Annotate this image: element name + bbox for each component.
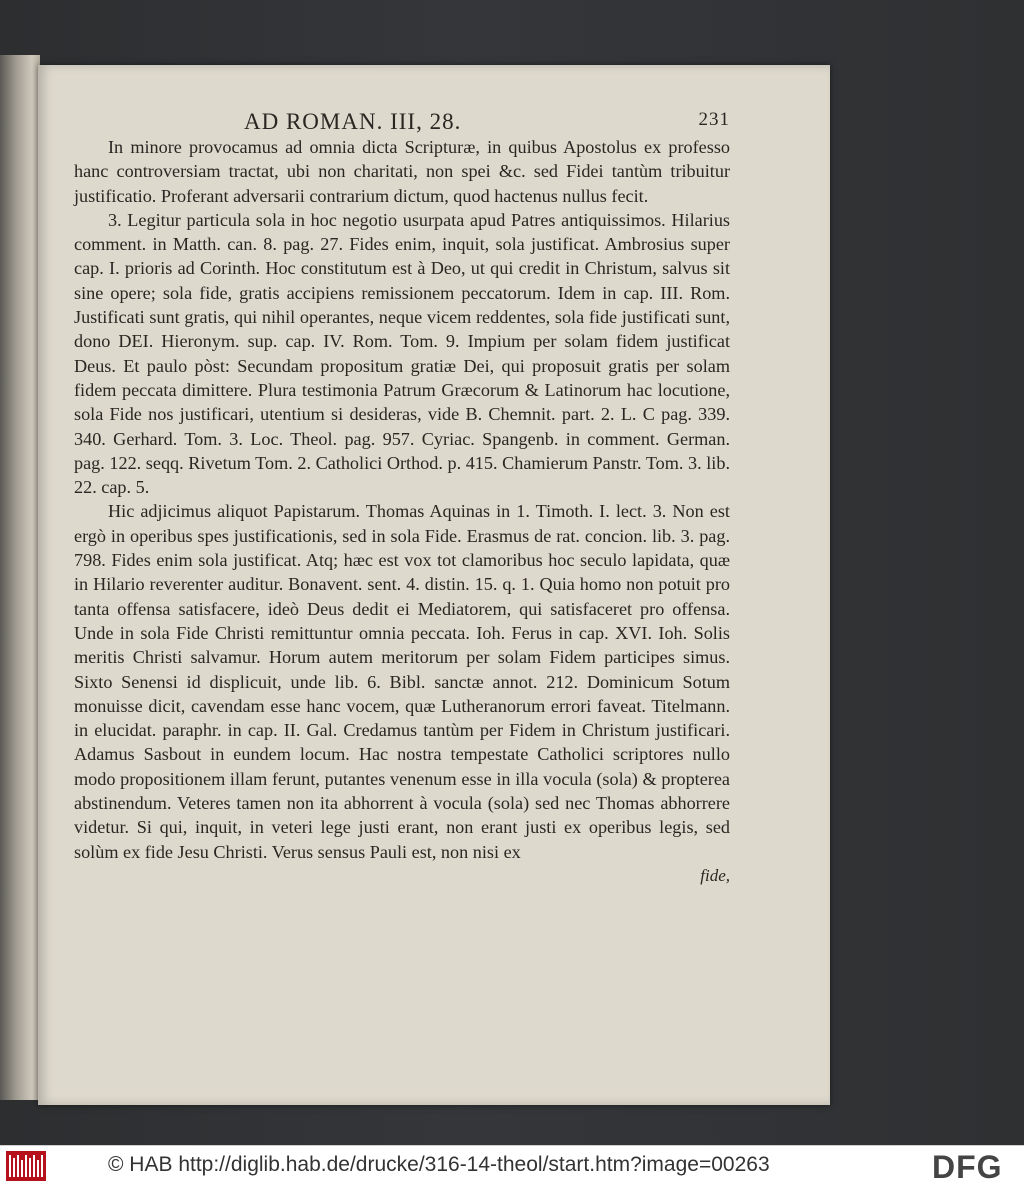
footer-bar	[0, 1145, 1024, 1186]
paragraph-1: In minore provocamus ad omnia dicta Scripturæ, in quibus Apostolus ex professo hanc controversiam tractat, ubi non charitati, non spei &c. sed Fidei tantùm tribuitur justificatio. Proferant adversarii contrarium dictum, quod hactenus nullus fecit.	[74, 137, 730, 206]
source-url[interactable]: © HAB http://diglib.hab.de/drucke/316-14-theol/start.htm?image=00263	[108, 1153, 770, 1176]
previous-page-edge	[0, 55, 40, 1100]
page-number: 231	[698, 109, 730, 130]
hab-logo[interactable]	[6, 1151, 46, 1181]
page-text-block	[74, 105, 730, 886]
dfg-logo[interactable]	[930, 1150, 1018, 1182]
paragraph-2: 3. Legitur particula sola in hoc negotio usurpata apud Patres antiquissimos. Hilarius comment. in Matth. can. 8. pag. 27. Fides enim, inquit, sola justificat. Ambrosius super cap. I. prioris ad Corinth. Hoc constitutum est à Deo, ut qui credit in Christum, salvus sit sine opere; sola fide, gratis accipiens remissionem peccatorum. Idem in cap. III. Rom. Justificati sunt gratis, qui nihil operantes, neque vicem reddentes, sola fide justificati sunt, dono DEI. Hieronym. sup. cap. IV. Rom. Tom. 9. Impium per solam fidem justificat Deus. Et paulo pòst: Secundam propositum gratiæ Dei, qui proposuit gratis per solam fidem peccata dimittere. Plura testimonia Patrum Græcorum & Latinorum hac locutione, sola Fide nos justificari, utentium si desideras, vide B. Chemnit. part. 2. L. C pag. 339. 340. Gerhard. Tom. 3. Loc. Theol. pag. 957. Cyriac. Spangenb. in comment. German. pag. 122. seqq. Rivetum Tom. 2. Catholici Orthod. p. 415. Chamierum Panstr. Tom. 3. lib. 22. cap. 5.	[74, 209, 730, 498]
catchword: fide,	[700, 865, 730, 885]
scanned-page	[38, 65, 830, 1105]
running-title: AD ROMAN. III, 28.	[244, 109, 462, 134]
paragraph-3: Hic adjicimus aliquot Papistarum. Thomas Aquinas in 1. Timoth. I. lect. 3. Non est ergò in operibus spes justificationis, sed in sola Fide. Erasmus de rat. concion. lib. 3. pag. 798. Fides enim sola justificat. Atq; hæc est vox tot clamoribus hoc seculo lapidata, quæ in Hilario reverenter auditur. Bonavent. sent. 4. distin. 15. q. 1. Quia homo non potuit pro tanta offensa satisfacere, ideò Deus dedit ei Mediatorem, qui satisfaceret pro offensa. Unde in sola Fide Christi remittuntur omnia peccata. Ioh. Ferus in cap. XVI. Ioh. Solis meritis Christi salvamur. Horum autem meritorum per solam Fidem participes simus. Sixto Senensi id displicuit, unde lib. 6. Bibl. sanctæ annot. 212. Dominicum Sotum monuisse dicit, cavendam esse hanc vocem, quæ Lutheranorum errori faveat. Titelmann. in elucidat. paraphr. in cap. II. Gal. Credamus tantùm per Fidem in Christum justificari. Adamus Sasbout in eundem locum. Hac nostra tempestate Catholici scriptores nullo modo propositionem illam ferunt, putantes venenum esse in illa vocula (sola) & propterea abstinendum. Veteres tamen non ita abhorrent à vocula (sola) sed nec Thomas abhorrere videtur. Si qui, inquit, in veteri lege justi erant, non erant justi ex operibus legis, sed solùm ex fide Jesu Christi. Verus sensus Pauli est, non nisi ex	[74, 501, 730, 862]
running-head	[74, 105, 730, 135]
svg-text:DFG: DFG	[932, 1150, 1003, 1182]
